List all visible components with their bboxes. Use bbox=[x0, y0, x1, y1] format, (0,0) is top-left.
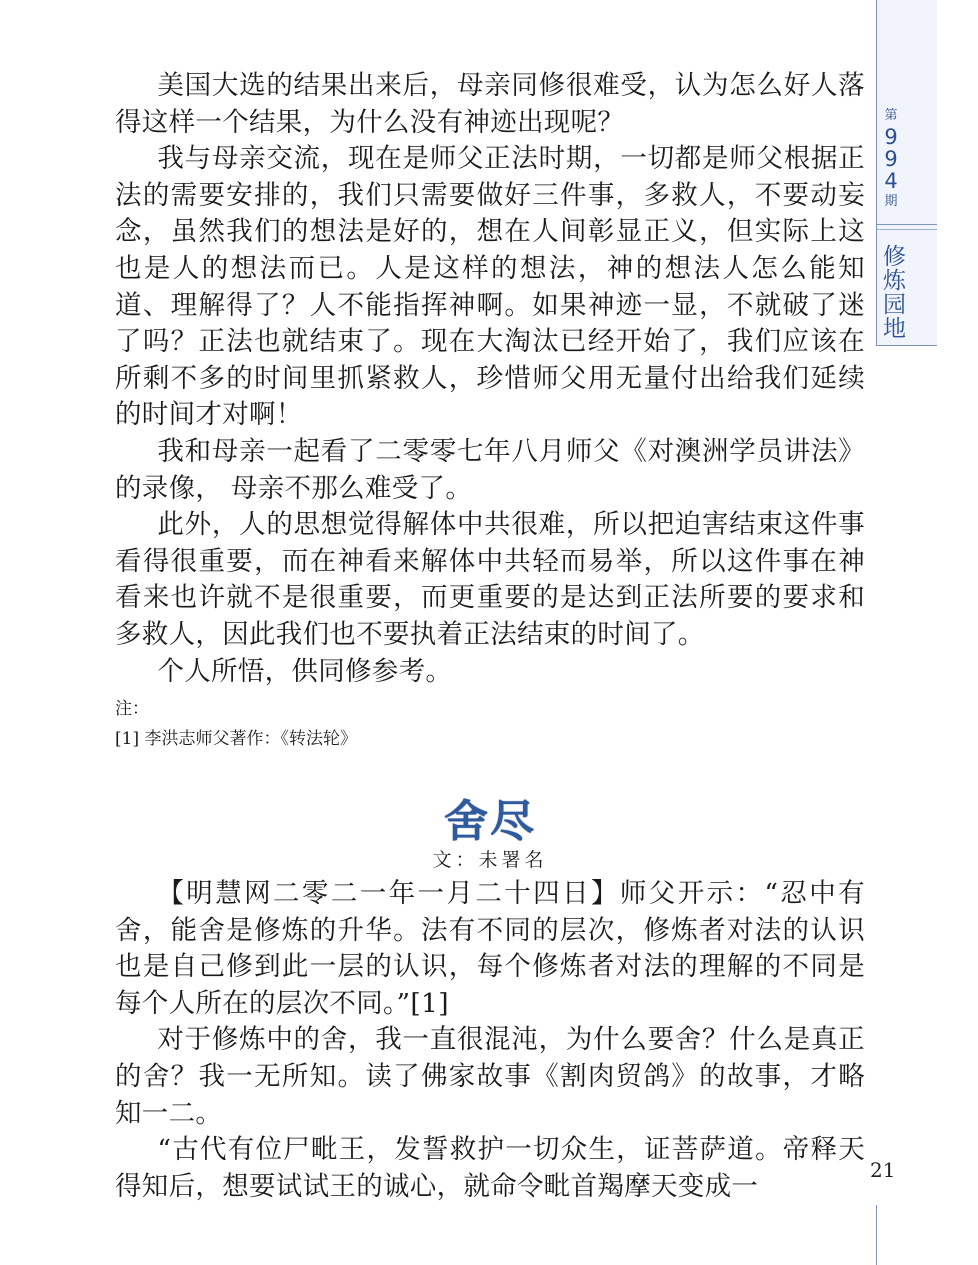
note-item: [1] 李洪志师父著作：《转法轮》 bbox=[115, 729, 357, 750]
issue-digit: 9 bbox=[884, 125, 898, 149]
issue-digit: 4 bbox=[884, 169, 898, 193]
issue-digit: 9 bbox=[884, 147, 898, 171]
issue-digits bbox=[877, 126, 905, 192]
body-paragraph: 我与母亲交流，现在是师父正法时期，一切都是师父根据正法的需要安排的，我们只需要做好三件事，多救人，不要动妄念，虽然我们的想法是好的，想在人间彰显正义，但实际上这也是人的想法而已。人是这样的想法，神的想法人怎么能知道、理解得了？人不能指挥神啊。如果神迹一显，不就破了迷了吗？正法也就结束了。现在大淘汰已经开始了，我们应该在所剩不多的时间里抓紧救人，珍惜师父用无量付出给我们延续的时间才对啊！ bbox=[115, 143, 865, 431]
article-paragraph: 【明慧网二零二一年一月二十四日】师父开示：“忍中有舍，能舍是修炼的升华。法有不同的层次，修炼者对法的认识也是自己修到此一层的认识，每个修炼者对法的理解的不同是每个人所在的层次不同。”[1] bbox=[115, 878, 865, 1019]
article-paragraph: 对于修炼中的舍，我一直很混沌，为什么要舍？什么是真正的舍？我一无所知。读了佛家故事《割肉贸鸽》的故事，才略知一二。 bbox=[115, 1024, 865, 1129]
sidebar-divider bbox=[877, 229, 937, 230]
page-number: 21 bbox=[870, 1158, 896, 1182]
margin-rule bbox=[876, 1205, 877, 1265]
notes-title: 注： bbox=[115, 699, 149, 720]
sidebar-divider bbox=[877, 224, 937, 225]
body-paragraph: 此外，人的思想觉得解体中共很难，所以把迫害结束这件事看得很重要，而在神看来解体中共轻而易举，所以这件事在神看来也许就不是很重要，而更重要的是达到正法所要的要求和多救人，因此我们也不要执着正法结束的时间了。 bbox=[115, 509, 865, 650]
article-title: 舍尽 bbox=[444, 796, 536, 848]
issue-number bbox=[877, 108, 905, 210]
article-author: 文：未署名 bbox=[432, 849, 548, 872]
article-paragraph: “古代有位尸毗王，发誓救护一切众生，证菩萨道。帝释天得知后，想要试试王的诚心，就命令毗首羯摩天变成一 bbox=[115, 1134, 865, 1202]
issue-sidebar bbox=[876, 0, 937, 346]
body-paragraph: 个人所悟，供同修参考。 bbox=[157, 655, 453, 687]
issue-suffix: 期 bbox=[884, 194, 898, 209]
page-content bbox=[115, 68, 865, 1205]
body-paragraph: 美国大选的结果出来后，母亲同修很难受，认为怎么好人落得这样一个结果，为什么没有神迹出现呢？ bbox=[115, 70, 865, 138]
body-paragraph: 我和母亲一起看了二零零七年八月师父《对澳洲学员讲法》的录像， 母亲不那么难受了。 bbox=[115, 435, 865, 504]
issue-prefix: 第 bbox=[884, 108, 898, 123]
section-label: 修炼园地 bbox=[879, 244, 905, 340]
